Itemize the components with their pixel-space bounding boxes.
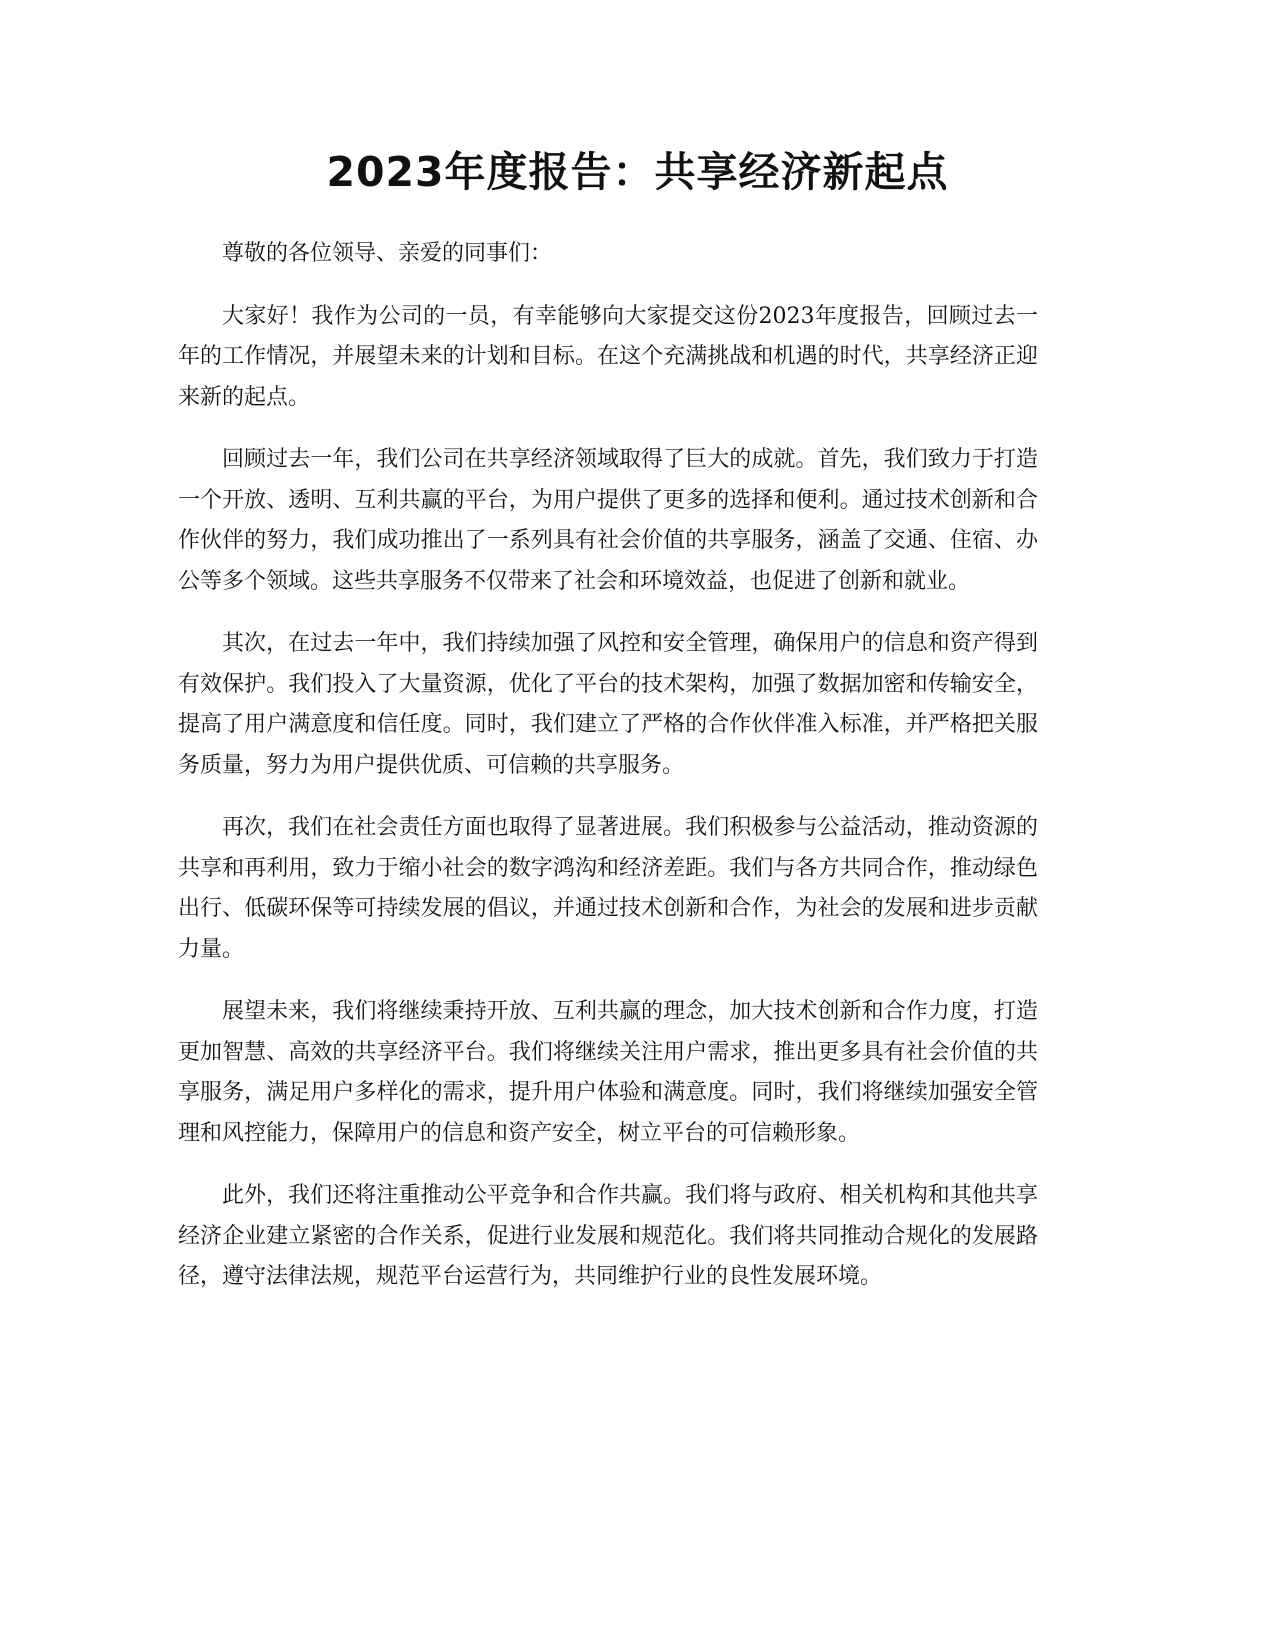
- security-paragraph: 其次，在过去一年中，我们持续加强了风控和安全管理，确保用户的信息和资产得到有效保护。我们投入了大量资源，优化了平台的技术架构，加强了数据加密和传输安全，提高了用户满意度和信任度。同时，我们建立了严格的合作伙伴准入标准，并严格把关服务质量，努力为用户提供优质、可信赖的共享服务。: [178, 631, 1038, 778]
- intro-paragraph: 大家好！我作为公司的一员，有幸能够向大家提交这份2023年度报告，回顾过去一年的工作情况，并展望未来的计划和目标。在这个充满挑战和机遇的时代，共享经济正迎来新的起点。: [178, 303, 1038, 410]
- outlook-paragraph: 展望未来，我们将继续秉持开放、互利共赢的理念，加大技术创新和合作力度，打造更加智慧、高效的共享经济平台。我们将继续关注用户需求，推出更多具有社会价值的共享服务，满足用户多样化的需求，提升用户体验和满意度。同时，我们将继续加强安全管理和风控能力，保障用户的信息和资产安全，树立平台的可信赖形象。: [178, 999, 1038, 1146]
- greeting-paragraph: 尊敬的各位领导、亲爱的同事们：: [222, 241, 553, 266]
- cooperation-paragraph: 此外，我们还将注重推动公平竞争和合作共赢。我们将与政府、相关机构和其他共享经济企业建立紧密的合作关系，促进行业发展和规范化。我们将共同推动合规化的发展路径，遵守法律法规，规范平台运营行为，共同维护行业的良性发展环境。: [178, 1183, 1038, 1289]
- review-paragraph: 回顾过去一年，我们公司在共享经济领域取得了巨大的成就。首先，我们致力于打造一个开放、透明、互利共赢的平台，为用户提供了更多的选择和便利。通过技术创新和合作伙伴的努力，我们成功推出了一系列具有社会价值的共享服务，涵盖了交通、住宿、办公等多个领域。这些共享服务不仅带来了社会和环境效益，也促进了创新和就业。: [178, 447, 1038, 594]
- social-responsibility-paragraph: 再次，我们在社会责任方面也取得了显著进展。我们积极参与公益活动，推动资源的共享和再利用，致力于缩小社会的数字鸿沟和经济差距。我们与各方共同合作，推动绿色出行、低碳环保等可持续发展的倡议，并通过技术创新和合作，为社会的发展和进步贡献力量。: [178, 815, 1038, 962]
- document-title: 2023年度报告：共享经济新起点: [326, 148, 949, 196]
- document-body: [178, 234, 1038, 1320]
